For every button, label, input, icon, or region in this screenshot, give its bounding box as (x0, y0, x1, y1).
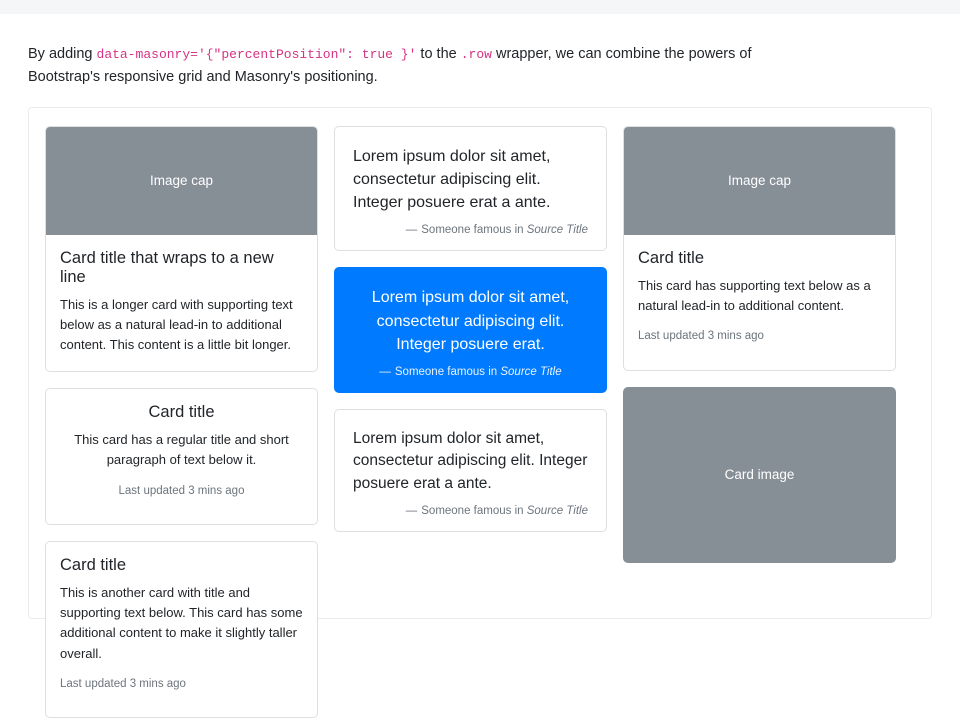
blockquote-text: Lorem ipsum dolor sit amet, consectetur adipiscing elit. Integer posuere erat. (371, 289, 570, 353)
card-image-with-footer (623, 126, 896, 371)
masonry-column-2 (334, 126, 607, 533)
card-plain-title (45, 541, 318, 718)
blockquote-attribution: Someone famous in (421, 505, 527, 518)
card-image-wrapping-title (45, 126, 318, 372)
card-image-placeholder: Image cap (46, 127, 317, 235)
card-footer-timestamp: Last updated 3 mins ago (118, 484, 245, 497)
card-title: Card title (148, 403, 215, 422)
card-text: This card has a regular title and short paragraph of text below it. (74, 432, 289, 468)
intro-text-after: wrapper, we can combine the powers of Bootstrap's responsive grid and Masonry's positioning. (28, 45, 752, 85)
blockquote-text: Lorem ipsum dolor sit amet, consectetur adipiscing elit. Integer posuere erat a ante. (353, 147, 551, 212)
intro-paragraph (0, 29, 816, 89)
example-container (28, 107, 932, 690)
standalone-card-image: Card image (623, 387, 896, 563)
blockquote-attribution: Someone famous in (421, 224, 527, 237)
blockquote-source: Source Title (526, 224, 588, 237)
card-title: Card title that wraps to a new line (60, 248, 274, 286)
card-footer-timestamp: Last updated 3 mins ago (60, 677, 186, 690)
blockquote-source: Source Title (526, 505, 588, 518)
card-blockquote-primary (334, 267, 607, 393)
em-dash: — (405, 505, 418, 518)
masonry-column-1 (45, 126, 318, 718)
inline-code-row-class: .row (460, 46, 492, 62)
card-text: This is another card with title and supporting text below. This card has some additional content to make it slightly taller overall. (60, 585, 303, 661)
masonry-grid (45, 126, 915, 718)
em-dash: — (405, 224, 418, 237)
card-footer-timestamp: Last updated 3 mins ago (638, 330, 764, 343)
card-blockquote-default-1 (334, 126, 607, 252)
card-text: This card has supporting text below as a natural lead-in to additional content. (638, 277, 871, 314)
card-body (46, 542, 317, 717)
intro-text-middle: to the (416, 45, 461, 62)
blockquote-attribution: Someone famous in (394, 366, 501, 378)
em-dash: — (379, 366, 391, 378)
intro-text-before: By adding (28, 45, 97, 62)
inline-code-masonry-attr: data-masonry='{"percentPosition": true }' (96, 46, 417, 62)
blockquote-footer (353, 224, 588, 236)
card-text: This is a longer card with supporting text below as a natural lead-in to additional content. This content is a little bit longer. (60, 296, 293, 353)
blockquote-text: Lorem ipsum dolor sit amet, consectetur adipiscing elit. Integer posuere erat a ante. (353, 430, 588, 492)
card-body (46, 235, 317, 371)
blockquote-source: Source Title (500, 366, 562, 378)
card-blockquote-default-2 (334, 409, 607, 532)
card-body (624, 235, 895, 370)
top-strip (0, 0, 960, 14)
blockquote-footer (353, 366, 588, 378)
card-image-placeholder: Image cap (624, 127, 895, 235)
card-centered-title (45, 388, 318, 525)
card-title: Card title (638, 248, 705, 267)
blockquote-footer (353, 505, 588, 517)
card-body (46, 389, 317, 524)
card-title: Card title (60, 556, 127, 575)
masonry-column-3 (623, 126, 896, 563)
